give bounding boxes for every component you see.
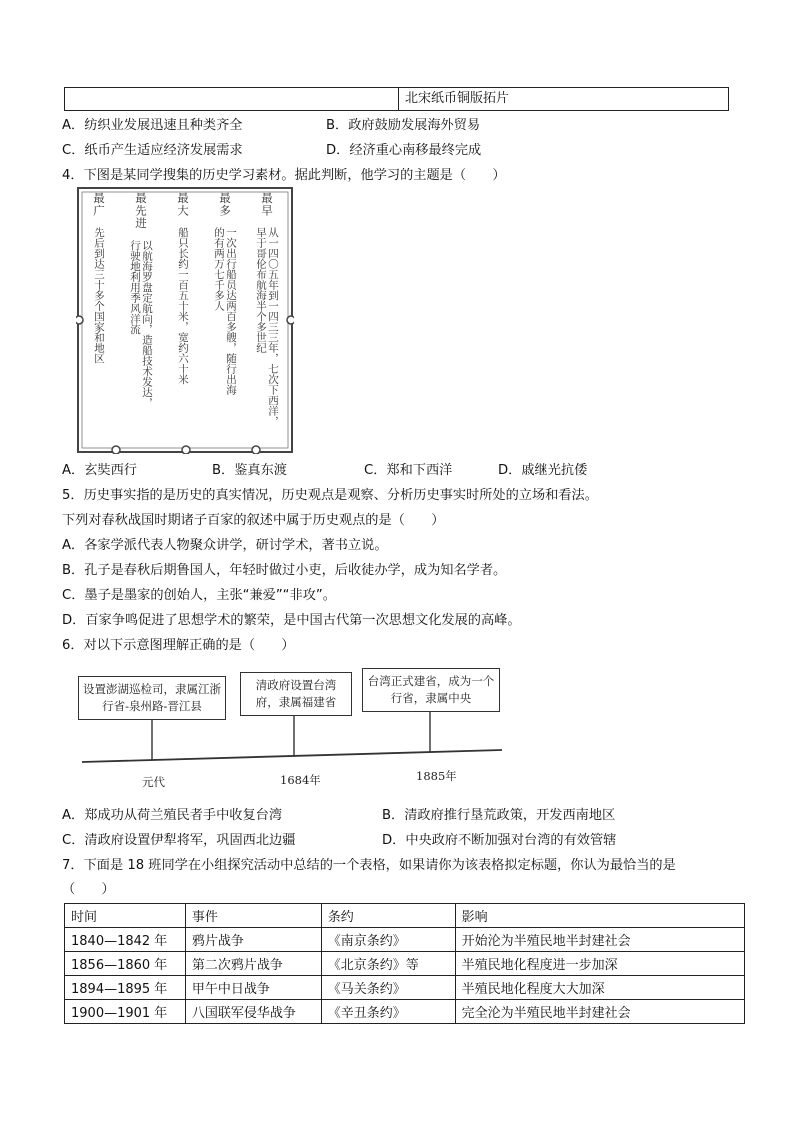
fragment-table-caption: 北宋纸币铜版拓片: [405, 91, 510, 106]
timeline-label-1684: 1684年: [280, 773, 321, 787]
treaty-table: [64, 903, 745, 1024]
fragment-table: [64, 87, 729, 111]
timeline-box-1885: 台湾正式建省，成为一个行省，隶属中央: [362, 668, 500, 712]
table-cell: 完全沦为半殖民地半封建社会: [455, 1000, 744, 1024]
q4-option-b: B．鉴真东渡: [212, 463, 287, 478]
table-row: [65, 952, 745, 976]
scroll-column-5-head: 最广: [92, 192, 106, 217]
scroll-column-5-body: 先后到达三十多个国家和地区: [93, 227, 105, 364]
table-cell: 《南京条约》: [321, 928, 455, 952]
taiwan-timeline-diagram: [72, 662, 504, 794]
timeline-label-1885: 1885年: [416, 769, 457, 783]
q5-stem-2: 下列对春秋战国时期诸子百家的叙述中属于历史观点的是（ ）: [62, 513, 445, 528]
table-cell: 半殖民地化程度进一步加深: [455, 952, 744, 976]
q5-option-b: B．孔子是春秋后期鲁国人，年轻时做过小吏，后收徒办学，成为知名学者。: [62, 563, 507, 578]
scroll-column-3-body: 船只长约一百五十米，宽约六十米: [177, 227, 189, 385]
table-row: [65, 1000, 745, 1024]
table-row: [65, 928, 745, 952]
q5-stem-1: 5．历史事实指的是历史的真实情况，历史观点是观察、分析历史事实时所处的立场和看法。: [62, 488, 598, 503]
q4-option-c: C．郑和下西洋: [364, 463, 453, 478]
scroll-column-1: [255, 192, 279, 432]
q4-stem: 4．下图是某同学搜集的历史学习素材。据此判断，他学习的主题是（ ）: [62, 168, 506, 183]
scroll-column-2-body: 一次出行船员达两百多艘，随行出海的有两万七千多人: [213, 227, 237, 395]
q4-option-a: A．玄奘西行: [62, 463, 137, 478]
table-cell: 鸦片战争: [185, 928, 321, 952]
q3-option-d: D．经济重心南移最终完成: [326, 143, 482, 158]
q4-option-d: D．戚继光抗倭: [498, 463, 588, 478]
table-cell: 1894—1895 年: [65, 976, 186, 1000]
zheng-he-scroll-image: [76, 186, 294, 454]
q6-option-d: D．中央政府不断加强对台湾的有效管辖: [382, 833, 617, 848]
scroll-column-4-body: 以航海罗盘定航向，造船技术发达，行驶地利用季风洋流: [129, 239, 153, 408]
scroll-column-2: [213, 192, 237, 402]
fragment-table-empty-cell: [65, 88, 399, 110]
table-cell: 半殖民地化程度大大加深: [455, 976, 744, 1000]
q6-stem: 6．对以下示意图理解正确的是（ ）: [62, 638, 295, 653]
q5-option-d: D．百家争鸣促进了思想学术的繁荣，是中国古代第一次思想文化发展的高峰。: [62, 613, 521, 628]
scroll-column-4: [129, 192, 153, 415]
table-cell: 甲午中日战争: [185, 976, 321, 1000]
table-header-cell: 影响: [455, 904, 744, 928]
table-cell: 1900—1901 年: [65, 1000, 186, 1024]
q3-option-a: A．纺织业发展迅速且种类齐全: [62, 118, 243, 133]
scroll-column-5: [90, 192, 108, 402]
q7-stem-1: 7．下面是 18 班同学在小组探究活动中总结的一个表格，如果请你为该表格拟定标题，你认为最恰当的是: [62, 858, 676, 873]
q6-option-b: B．清政府推行垦荒政策，开发西南地区: [382, 808, 616, 823]
table-row: [65, 976, 745, 1000]
scroll-column-2-head: 最多: [218, 192, 232, 217]
timeline-label-yuan: 元代: [142, 775, 165, 789]
q5-option-c: C．墨子是墨家的创始人，主张“兼爱”“非攻”。: [62, 588, 336, 603]
table-header-cell: 时间: [65, 904, 186, 928]
scroll-column-4-head: 最先进: [134, 192, 148, 230]
table-cell: 1840—1842 年: [65, 928, 186, 952]
table-cell: 《辛丑条约》: [321, 1000, 455, 1024]
q7-stem-2: （ ）: [62, 882, 115, 897]
q3-option-b: B．政府鼓励发展海外贸易: [326, 118, 481, 133]
scroll-column-3: [174, 192, 192, 402]
scroll-column-1-head: 最早: [260, 192, 274, 217]
q5-option-a: A．各家学派代表人物聚众讲学，研讨学术，著书立说。: [62, 538, 388, 553]
table-header-cell: 事件: [185, 904, 321, 928]
table-cell: 1856—1860 年: [65, 952, 186, 976]
timeline-box-1684: 清政府设置台湾府，隶属福建省: [240, 672, 352, 716]
table-cell: 《马关条约》: [321, 976, 455, 1000]
table-cell: 《北京条约》等: [321, 952, 455, 976]
table-cell: 八国联军侵华战争: [185, 1000, 321, 1024]
q6-option-c: C．清政府设置伊犁将军，巩固西北边疆: [62, 833, 296, 848]
table-cell: 开始沦为半殖民地半封建社会: [455, 928, 744, 952]
q6-option-a: A．郑成功从荷兰殖民者手中收复台湾: [62, 808, 283, 823]
table-header-row: [65, 904, 745, 928]
table-header-cell: 条约: [321, 904, 455, 928]
scroll-column-1-body: 从一四〇五年到一四三三年，七次下西洋，早于哥伦布航海半个多世纪: [255, 227, 279, 427]
table-cell: 第二次鸦片战争: [185, 952, 321, 976]
q3-option-c: C．纸币产生适应经济发展需求: [62, 143, 243, 158]
scroll-column-3-head: 最大: [176, 192, 190, 217]
timeline-box-yuan: 设置澎湖巡检司，隶属江浙行省-泉州路-晋江县: [78, 676, 226, 720]
